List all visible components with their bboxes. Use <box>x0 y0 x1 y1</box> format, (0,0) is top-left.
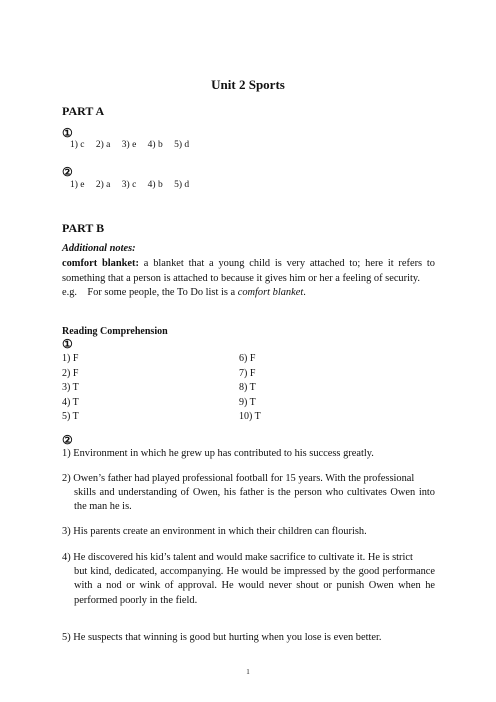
answer-item-4 <box>62 551 435 608</box>
answer-item-1: 1) Environment in which he grew up has contributed to his success greatly. <box>62 448 374 459</box>
note-paragraph <box>62 257 435 286</box>
exercise-1-answers <box>70 140 198 150</box>
answer-item-2-cont: skills and understanding of Owen, his father is the person who cultivates Owen into the man he is. <box>74 487 435 513</box>
answer-item-4-line1: 4) He discovered his kid’s talent and would make sacrifice to cultivate it. He is strict <box>62 552 413 563</box>
rc-exercise-1-marker: ① <box>62 337 73 351</box>
tf-answer: 6) F <box>239 353 256 364</box>
tf-answer: 7) F <box>239 367 256 379</box>
tf-answer: 8) T <box>239 382 256 394</box>
exercise-1-marker: ① <box>62 126 73 140</box>
part-b-heading: PART B <box>62 221 105 235</box>
note-term: comfort blanket: <box>62 258 139 269</box>
answer: 3) e <box>121 140 137 150</box>
tf-answer: 9) T <box>239 396 256 408</box>
example-prefix: e.g. For some people, the To Do list is a <box>62 287 238 298</box>
tf-answer: 2) F <box>62 367 79 379</box>
answer: 5) d <box>174 180 190 190</box>
exercise-2-marker: ② <box>62 165 73 179</box>
reading-comprehension-heading: Reading Comprehension <box>62 326 168 337</box>
page-number: 1 <box>246 668 250 676</box>
tf-answer: 4) T <box>62 396 79 408</box>
tf-answer: 5) T <box>62 411 79 423</box>
answer-item-3: 3) His parents create an environment in which their children can flourish. <box>62 526 367 537</box>
answer: 4) b <box>147 140 163 150</box>
answer-item-5: 5) He suspects that winning is good but hurting when you lose is even better. <box>62 632 382 643</box>
example-end: . <box>303 287 306 298</box>
tf-answer: 10) T <box>239 411 261 423</box>
answer: 1) c <box>70 140 85 150</box>
note-definition: a blanket that a young child is very attached to; here it refers to something that a person is attached to because it gives him or her a feeling of security. <box>62 258 435 284</box>
answer: 3) c <box>121 180 137 190</box>
answer-item-4-cont: but kind, dedicated, accompanying. He would be impressed by the good performance with a nod or wink of approval. He would never shout or punish Owen when he performed poorly in the field. <box>74 566 435 606</box>
answer-item-2 <box>62 472 435 515</box>
note-example <box>62 286 435 301</box>
tf-right-column <box>239 352 261 425</box>
notes-heading: Additional notes: <box>62 243 136 254</box>
part-a-heading: PART A <box>62 104 105 118</box>
answer: 1) e <box>70 180 85 190</box>
example-italic: comfort blanket <box>237 287 304 298</box>
answer: 5) d <box>174 140 190 150</box>
answer: 2) a <box>95 140 111 150</box>
answer-item-2-line1: 2) Owen’s father had played professional football for 15 years. With the professional <box>62 473 415 484</box>
tf-answer: 1) F <box>62 353 79 364</box>
tf-left-column <box>62 352 79 425</box>
exercise-2-answers <box>70 180 198 190</box>
answer: 4) b <box>147 180 163 190</box>
answer: 2) a <box>95 180 111 190</box>
rc-exercise-2-marker: ② <box>62 433 73 447</box>
tf-answer: 3) T <box>62 382 79 394</box>
page-title: Unit 2 Sports <box>211 77 285 92</box>
